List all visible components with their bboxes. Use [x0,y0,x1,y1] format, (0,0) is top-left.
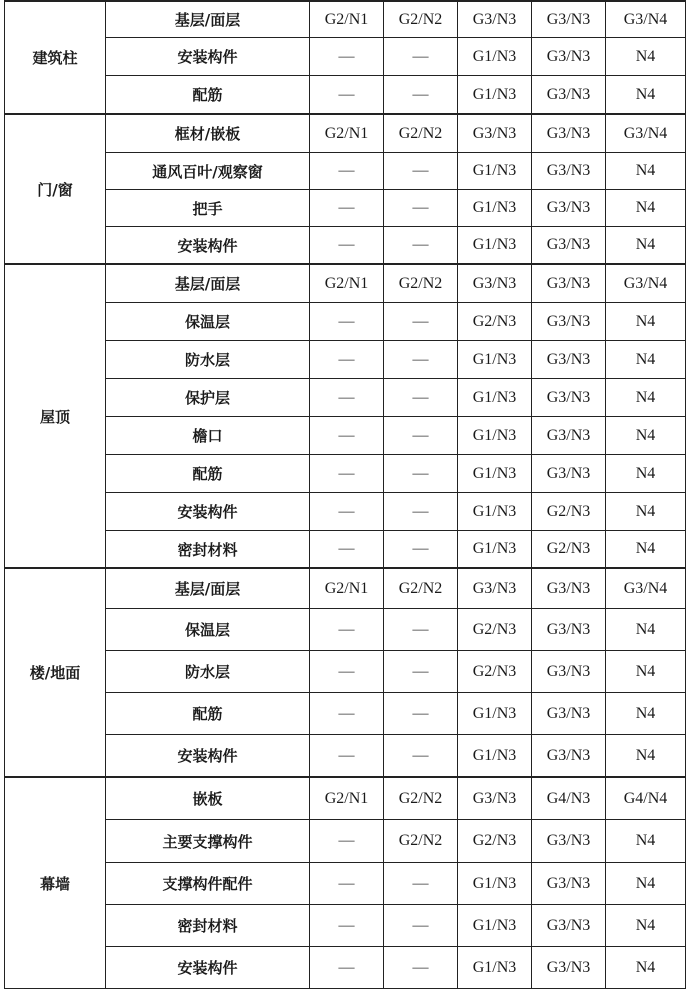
grade-cell: G1/N3 [458,341,532,379]
grade-cell: G1/N3 [458,190,532,227]
grade-cell: G1/N3 [458,531,532,569]
grade-cell: N4 [606,863,686,905]
grade-cell: G3/N3 [532,417,606,455]
grade-cell: G1/N3 [458,153,532,190]
grade-cell: N4 [606,417,686,455]
grade-cell: G1/N3 [458,227,532,265]
component-cell: 安装构件 [106,227,310,265]
component-cell: 基层/面层 [106,568,310,609]
table-row [5,379,686,417]
grade-cell: G2/N3 [532,531,606,569]
table-row [5,341,686,379]
grade-cell: G3/N3 [532,114,606,153]
grade-cell: G3/N3 [532,76,606,115]
grade-cell: N4 [606,76,686,115]
grade-cell: G1/N3 [458,76,532,115]
category-cell: 幕墙 [5,777,106,989]
grade-cell: — [384,693,458,735]
grade-cell: G3/N3 [532,227,606,265]
grade-cell: G1/N3 [458,493,532,531]
grade-cell: G3/N3 [532,905,606,947]
grade-cell: G3/N3 [532,735,606,778]
grade-cell: — [310,735,384,778]
grade-cell: G1/N3 [458,905,532,947]
grade-cell: — [384,303,458,341]
grade-cell: — [310,693,384,735]
grade-cell: — [384,493,458,531]
grade-cell: — [310,227,384,265]
grade-cell: — [310,493,384,531]
grade-cell: N4 [606,227,686,265]
grade-cell: — [310,379,384,417]
component-cell: 安装构件 [106,493,310,531]
grade-cell: G2/N3 [458,303,532,341]
grade-cell: — [310,531,384,569]
table-body [5,1,686,989]
grade-cell: — [310,153,384,190]
grade-cell: G1/N3 [458,693,532,735]
grade-cell: G3/N3 [532,863,606,905]
grade-cell: — [384,609,458,651]
grade-cell: G2/N3 [458,820,532,863]
grade-cell: G4/N4 [606,777,686,820]
table-row [5,455,686,493]
grade-cell: G1/N3 [458,947,532,989]
grade-cell: G3/N3 [458,777,532,820]
component-cell: 配筋 [106,455,310,493]
grade-cell: — [310,417,384,455]
table-row [5,153,686,190]
table-row [5,227,686,265]
grade-cell: G3/N3 [532,651,606,693]
category-cell: 建筑柱 [5,1,106,114]
grade-cell: G2/N2 [384,820,458,863]
grade-cell: N4 [606,693,686,735]
grade-cell: — [310,303,384,341]
grade-cell: G2/N1 [310,568,384,609]
grade-cell: G3/N3 [458,1,532,38]
grade-cell: G1/N3 [458,455,532,493]
grade-cell: N4 [606,190,686,227]
grade-cell: — [384,863,458,905]
component-cell: 嵌板 [106,777,310,820]
component-cell: 通风百叶/观察窗 [106,153,310,190]
grade-cell: G2/N3 [532,493,606,531]
grade-cell: N4 [606,379,686,417]
table-row [5,303,686,341]
component-cell: 基层/面层 [106,1,310,38]
component-cell: 安装构件 [106,38,310,76]
grade-cell: N4 [606,820,686,863]
grade-cell: G3/N3 [458,114,532,153]
grade-cell: — [310,38,384,76]
grade-cell: G2/N2 [384,264,458,303]
grade-cell: — [384,341,458,379]
component-cell: 主要支撑构件 [106,820,310,863]
grade-cell: N4 [606,303,686,341]
grade-cell: G1/N3 [458,863,532,905]
component-cell: 基层/面层 [106,264,310,303]
grade-cell: G3/N4 [606,264,686,303]
component-cell: 密封材料 [106,531,310,569]
grade-cell: — [384,379,458,417]
grade-cell: G3/N3 [532,153,606,190]
component-cell: 安装构件 [106,735,310,778]
grade-cell: — [384,455,458,493]
component-cell: 檐口 [106,417,310,455]
table-row [5,735,686,778]
grade-cell: G2/N3 [458,651,532,693]
grade-cell: G2/N2 [384,1,458,38]
grade-cell: G1/N3 [458,417,532,455]
grade-cell: N4 [606,455,686,493]
grade-cell: N4 [606,609,686,651]
grade-cell: G1/N3 [458,379,532,417]
grade-cell: — [310,863,384,905]
table-row [5,1,686,38]
component-cell: 保温层 [106,303,310,341]
grade-cell: — [310,905,384,947]
component-cell: 支撑构件配件 [106,863,310,905]
grade-cell: G3/N3 [458,264,532,303]
grade-cell: G3/N3 [532,190,606,227]
table-row [5,820,686,863]
category-cell: 门/窗 [5,114,106,264]
table-row [5,493,686,531]
grade-cell: G2/N2 [384,568,458,609]
grade-cell: N4 [606,651,686,693]
grade-cell: — [384,531,458,569]
grade-cell: — [310,947,384,989]
table-row [5,568,686,609]
grade-cell: G3/N3 [532,341,606,379]
table-row [5,38,686,76]
component-cell: 配筋 [106,76,310,115]
grade-cell: — [310,76,384,115]
grade-cell: G3/N3 [532,947,606,989]
grade-cell: G3/N4 [606,114,686,153]
table-row [5,777,686,820]
table-row [5,531,686,569]
grade-cell: G3/N3 [532,379,606,417]
grade-cell: G3/N3 [532,820,606,863]
table-row [5,947,686,989]
table-row [5,863,686,905]
grade-cell: N4 [606,905,686,947]
grade-cell: G2/N1 [310,777,384,820]
grade-cell: G3/N4 [606,568,686,609]
grade-cell: G3/N4 [606,1,686,38]
table-row [5,693,686,735]
grade-cell: G3/N3 [532,568,606,609]
grade-cell: G3/N3 [532,264,606,303]
table-row [5,609,686,651]
durability-table [4,0,686,989]
grade-cell: — [384,190,458,227]
grade-cell: G3/N3 [532,609,606,651]
grade-cell: N4 [606,531,686,569]
grade-cell: — [384,947,458,989]
grade-cell: G2/N3 [458,609,532,651]
table-row [5,905,686,947]
grade-cell: G4/N3 [532,777,606,820]
grade-cell: — [310,651,384,693]
component-cell: 安装构件 [106,947,310,989]
table-row [5,264,686,303]
component-cell: 防水层 [106,651,310,693]
grade-cell: G2/N2 [384,777,458,820]
grade-cell: G3/N3 [532,693,606,735]
grade-cell: G3/N3 [532,1,606,38]
grade-cell: — [384,651,458,693]
component-cell: 框材/嵌板 [106,114,310,153]
grade-cell: — [384,417,458,455]
grade-cell: — [310,820,384,863]
grade-cell: N4 [606,493,686,531]
grade-cell: G3/N3 [532,38,606,76]
table-row [5,651,686,693]
grade-cell: — [384,38,458,76]
grade-cell: G2/N2 [384,114,458,153]
grade-cell: G3/N3 [458,568,532,609]
grade-cell: — [384,227,458,265]
table-row [5,76,686,115]
grade-cell: — [384,76,458,115]
grade-cell: G1/N3 [458,735,532,778]
component-cell: 保温层 [106,609,310,651]
component-cell: 防水层 [106,341,310,379]
grade-cell: — [384,905,458,947]
grade-cell: G2/N1 [310,1,384,38]
grade-cell: — [310,609,384,651]
table-row [5,190,686,227]
grade-cell: — [310,341,384,379]
table-row [5,417,686,455]
grade-cell: G3/N3 [532,455,606,493]
grade-cell: N4 [606,341,686,379]
grade-cell: G1/N3 [458,38,532,76]
component-cell: 把手 [106,190,310,227]
grade-cell: G3/N3 [532,303,606,341]
component-cell: 密封材料 [106,905,310,947]
grade-cell: G2/N1 [310,264,384,303]
table-row [5,114,686,153]
grade-cell: N4 [606,735,686,778]
grade-cell: G2/N1 [310,114,384,153]
grade-cell: — [310,190,384,227]
grade-cell: N4 [606,38,686,76]
component-cell: 配筋 [106,693,310,735]
grade-cell: N4 [606,153,686,190]
category-cell: 屋顶 [5,264,106,568]
grade-cell: — [310,455,384,493]
grade-cell: N4 [606,947,686,989]
component-cell: 保护层 [106,379,310,417]
grade-cell: — [384,735,458,778]
category-cell: 楼/地面 [5,568,106,777]
grade-cell: — [384,153,458,190]
